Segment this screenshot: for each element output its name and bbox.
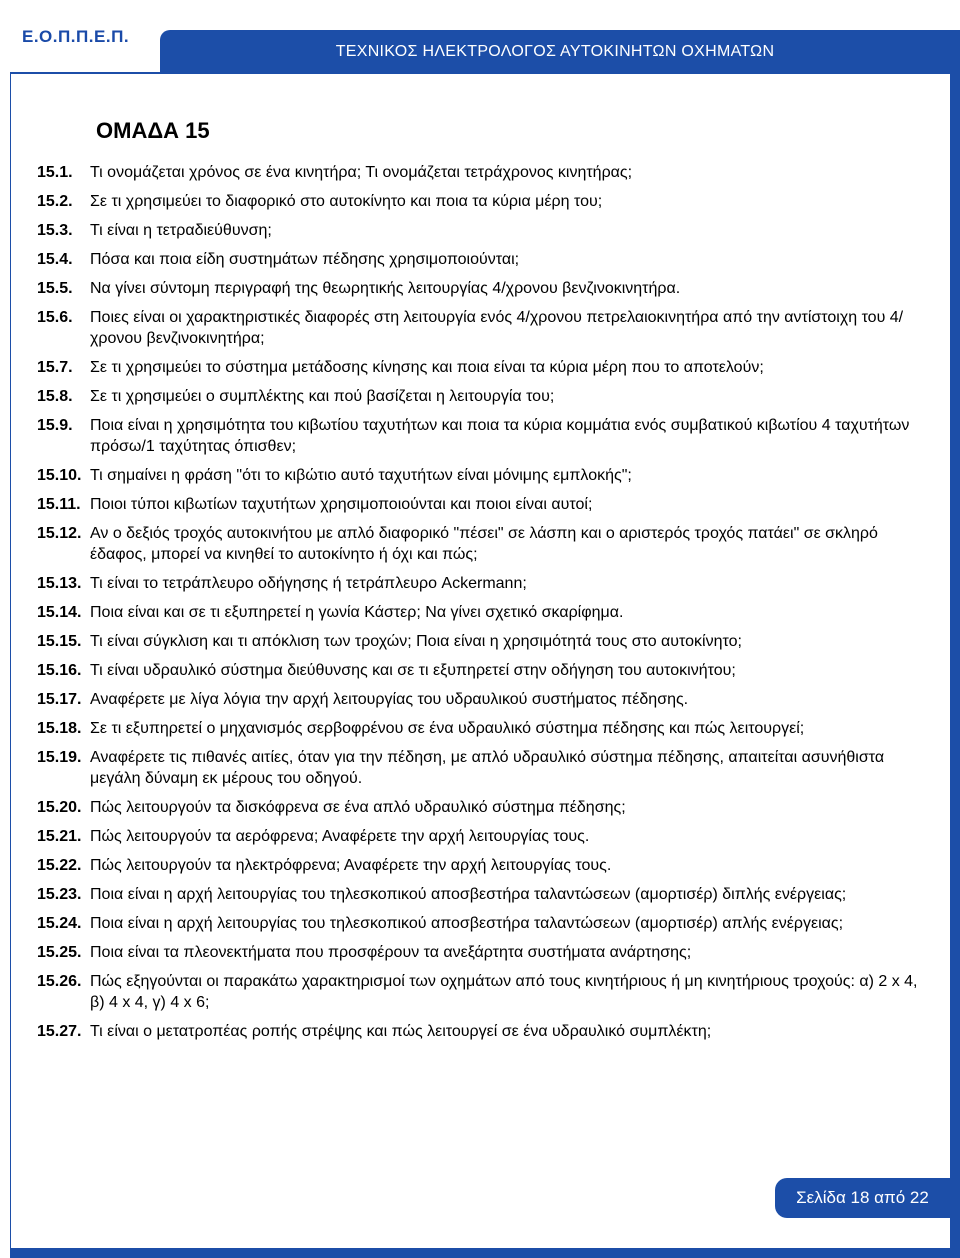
question-item bbox=[37, 220, 932, 241]
bottom-border bbox=[10, 1248, 960, 1258]
question-number: 15.8. bbox=[37, 388, 73, 405]
question-text: Ποια είναι η χρησιμότητα του κιβωτίου ταχυτήτων και ποια τα κύρια κομμάτια ενός συμβατικού κιβωτίου 4 ταχυτήτων πρόσω/1 ταχύτητας όπισθεν; bbox=[90, 417, 910, 455]
question-text: Τι είναι σύγκλιση και τι απόκλιση των τροχών; Ποια είναι η χρησιμότητά τους στο αυτοκίνητο; bbox=[90, 633, 742, 650]
question-item bbox=[37, 884, 932, 905]
question-text: Ποια είναι και σε τι εξυπηρετεί η γωνία Κάστερ; Να γίνει σχετικό σκαρίφημα. bbox=[90, 604, 624, 621]
question-item bbox=[37, 971, 932, 1013]
question-item bbox=[37, 465, 932, 486]
question-item bbox=[37, 855, 932, 876]
question-text: Πώς λειτουργούν τα δισκόφρενα σε ένα απλό υδραυλικό σύστημα πέδησης; bbox=[90, 799, 626, 816]
question-number: 15.27. bbox=[37, 1023, 82, 1040]
question-number: 15.7. bbox=[37, 359, 73, 376]
question-text: Ποιες είναι οι χαρακτηριστικές διαφορές στη λειτουργία ενός 4/χρονου πετρελαιοκινητήρα από την αντίστοιχη του 4/χρονου βενζινοκινητήρα; bbox=[90, 309, 904, 347]
question-text: Αναφέρετε με λίγα λόγια την αρχή λειτουργίας του υδραυλικού συστήματος πέδησης. bbox=[90, 691, 689, 708]
question-item bbox=[37, 278, 932, 299]
org-block bbox=[10, 0, 160, 72]
right-border bbox=[950, 30, 960, 1250]
page-header bbox=[0, 0, 960, 72]
question-item bbox=[37, 689, 932, 710]
question-text: Τι είναι η τετραδιεύθυνση; bbox=[90, 222, 272, 239]
question-number: 15.10. bbox=[37, 467, 82, 484]
question-text: Ποια είναι τα πλεονεκτήματα που προσφέρουν τα ανεξάρτητα συστήματα ανάρτησης; bbox=[90, 944, 692, 961]
question-item bbox=[37, 307, 932, 349]
question-item bbox=[37, 162, 932, 183]
question-number: 15.24. bbox=[37, 915, 82, 932]
question-text: Πώς λειτουργούν τα αερόφρενα; Αναφέρετε την αρχή λειτουργίας τους. bbox=[90, 828, 590, 845]
question-item bbox=[37, 494, 932, 515]
question-text: Πώς εξηγούνται οι παρακάτω χαρακτηρισμοί των οχημάτων από τους κινητήριους ή μη κινητήριους τροχούς: α) 2 x 4, β) 4 x 4, γ) 4 x 6; bbox=[90, 973, 918, 1011]
question-text: Σε τι εξυπηρετεί ο μηχανισμός σερβοφρένου σε ένα υδραυλικό σύστημα πέδησης και πώς λειτουργεί; bbox=[90, 720, 805, 737]
question-number: 15.11. bbox=[37, 496, 81, 513]
question-text: Ποια είναι η αρχή λειτουργίας του τηλεσκοπικού αποσβεστήρα ταλαντώσεων (αμορτισέρ) διπλής ενέργειας; bbox=[90, 886, 847, 903]
question-number: 15.20. bbox=[37, 799, 82, 816]
question-number: 15.26. bbox=[37, 973, 82, 990]
question-text: Αν ο δεξιός τροχός αυτοκινήτου με απλό διαφορικό "πέσει" σε λάσπη και ο αριστερός τροχός πατάει" σε σκληρό έδαφος, μπορεί να κινηθεί το αυτοκίνητο ή όχι και πώς; bbox=[90, 525, 878, 563]
question-text: Ποιοι τύποι κιβωτίων ταχυτήτων χρησιμοποιούνται και ποιοι είναι αυτοί; bbox=[90, 496, 593, 513]
page-footer bbox=[775, 1178, 950, 1218]
question-text: Τι σημαίνει η φράση "ότι το κιβώτιο αυτό ταχυτήτων είναι μόνιμης εμπλοκής"; bbox=[90, 467, 632, 484]
question-text: Ποια είναι η αρχή λειτουργίας του τηλεσκοπικού αποσβεστήρα ταλαντώσεων (αμορτισέρ) απλής ενέργειας; bbox=[90, 915, 844, 932]
question-item bbox=[37, 573, 932, 594]
question-text: Τι είναι το τετράπλευρο οδήγησης ή τετράπλευρο Ackermann; bbox=[90, 575, 527, 592]
course-title: ΤΕΧΝΙΚΟΣ ΗΛΕΚΤΡΟΛΟΓΟΣ ΑΥΤΟΚΙΝΗΤΩΝ ΟΧΗΜΑΤΩΝ bbox=[335, 43, 775, 60]
question-item bbox=[37, 415, 932, 457]
question-number: 15.16. bbox=[37, 662, 82, 679]
question-number: 15.14. bbox=[37, 604, 82, 621]
question-number: 15.17. bbox=[37, 691, 82, 708]
question-text: Να γίνει σύντομη περιγραφή της θεωρητικής λειτουργίας 4/χρονου βενζινοκινητήρα. bbox=[90, 280, 681, 297]
questions-list bbox=[37, 162, 932, 1042]
question-text: Αναφέρετε τις πιθανές αιτίες, όταν για την πέδηση, με απλό υδραυλικό σύστημα πέδησης, απαιτείται ασυνήθιστα μεγάλη δύναμη εκ μέρους του οδηγού. bbox=[90, 749, 885, 787]
question-number: 15.4. bbox=[37, 251, 73, 268]
question-number: 15.6. bbox=[37, 309, 73, 326]
question-item bbox=[37, 523, 932, 565]
question-item bbox=[37, 602, 932, 623]
question-number: 15.12. bbox=[37, 525, 82, 542]
question-text: Σε τι χρησιμεύει ο συμπλέκτης και πού βασίζεται η λειτουργία του; bbox=[90, 388, 555, 405]
question-number: 15.3. bbox=[37, 222, 73, 239]
question-text: Σε τι χρησιμεύει το σύστημα μετάδοσης κίνησης και ποια είναι τα κύρια μέρη που το αποτελούν; bbox=[90, 359, 764, 376]
question-text: Τι είναι υδραυλικό σύστημα διεύθυνσης και σε τι εξυπηρετεί στην οδήγηση του αυτοκινήτου; bbox=[90, 662, 736, 679]
question-number: 15.9. bbox=[37, 417, 73, 434]
question-item bbox=[37, 660, 932, 681]
question-item bbox=[37, 913, 932, 934]
header-banner bbox=[160, 30, 950, 72]
question-item bbox=[37, 826, 932, 847]
question-number: 15.15. bbox=[37, 633, 82, 650]
question-number: 15.23. bbox=[37, 886, 82, 903]
question-item bbox=[37, 942, 932, 963]
question-item bbox=[37, 747, 932, 789]
page-number: Σελίδα 18 από 22 bbox=[796, 1188, 929, 1207]
question-item bbox=[37, 1021, 932, 1042]
question-text: Τι ονομάζεται χρόνος σε ένα κινητήρα; Τι ονομάζεται τετράχρονος κινητήρας; bbox=[90, 164, 633, 181]
question-number: 15.19. bbox=[37, 749, 82, 766]
question-item bbox=[37, 249, 932, 270]
question-number: 15.25. bbox=[37, 944, 82, 961]
question-text: Τι είναι ο μετατροπέας ροπής στρέψης και πώς λειτουργεί σε ένα υδραυλικό συμπλέκτη; bbox=[90, 1023, 712, 1040]
question-item bbox=[37, 797, 932, 818]
question-item bbox=[37, 386, 932, 407]
question-item bbox=[37, 631, 932, 652]
group-title: ΟΜΑΔΑ 15 bbox=[96, 118, 210, 143]
question-number: 15.2. bbox=[37, 193, 73, 210]
question-item bbox=[37, 357, 932, 378]
org-name: Ε.Ο.Π.Π.Ε.Π. bbox=[22, 27, 130, 46]
question-text: Πόσα και ποια είδη συστημάτων πέδησης χρησιμοποιούνται; bbox=[90, 251, 520, 268]
question-text: Σε τι χρησιμεύει το διαφορικό στο αυτοκίνητο και ποια τα κύρια μέρη του; bbox=[90, 193, 603, 210]
question-number: 15.22. bbox=[37, 857, 82, 874]
question-item bbox=[37, 718, 932, 739]
question-number: 15.13. bbox=[37, 575, 82, 592]
question-number: 15.18. bbox=[37, 720, 82, 737]
question-number: 15.1. bbox=[37, 164, 73, 181]
question-text: Πώς λειτουργούν τα ηλεκτρόφρενα; Αναφέρετε την αρχή λειτουργίας τους. bbox=[90, 857, 612, 874]
header-rule bbox=[10, 72, 950, 74]
question-number: 15.21. bbox=[37, 828, 82, 845]
question-item bbox=[37, 191, 932, 212]
left-border bbox=[10, 72, 11, 1250]
question-number: 15.5. bbox=[37, 280, 73, 297]
